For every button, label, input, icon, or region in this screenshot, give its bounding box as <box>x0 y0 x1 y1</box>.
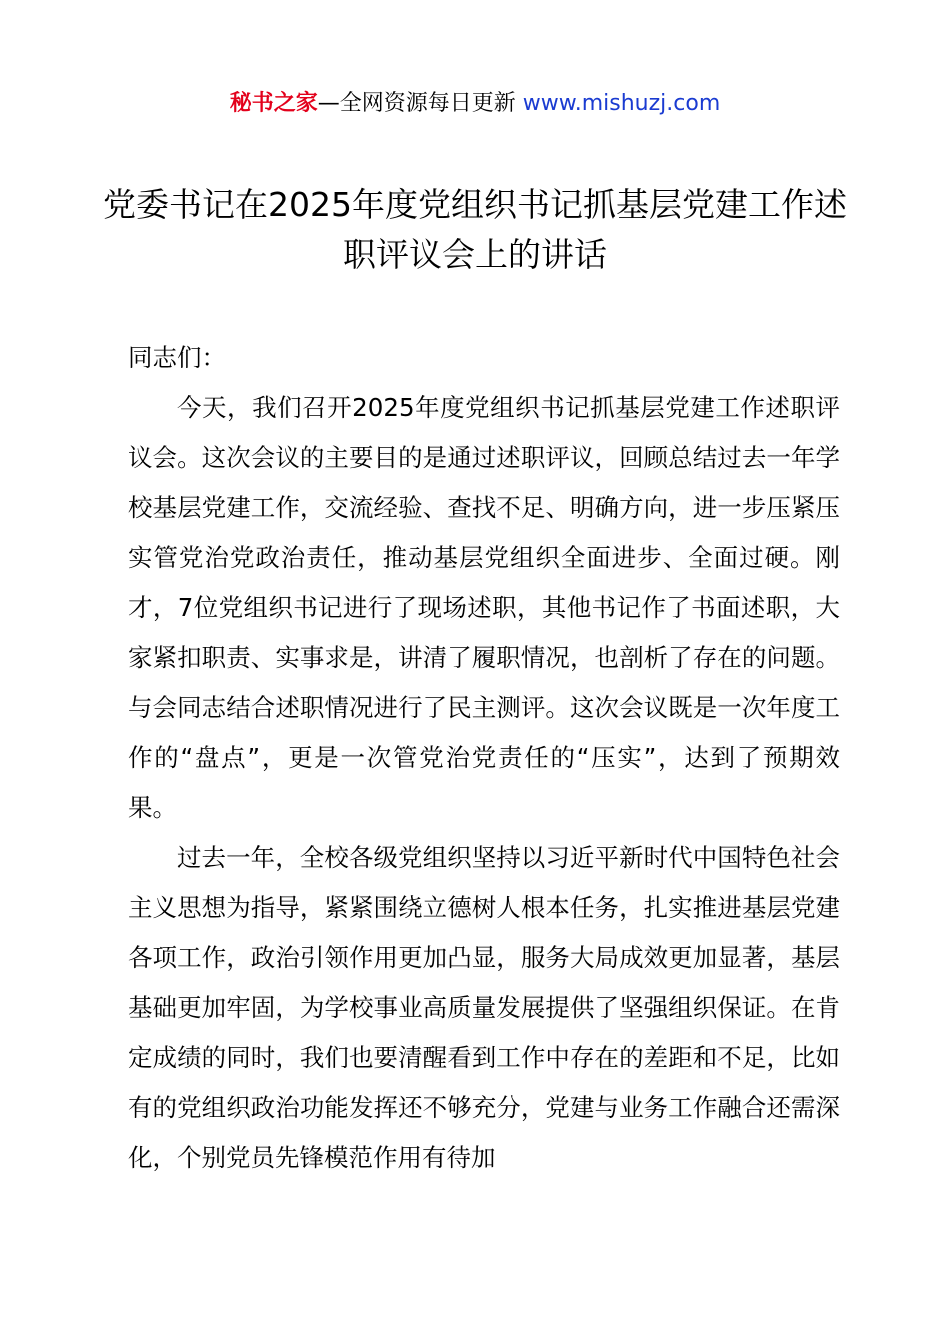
document-body <box>128 333 840 1183</box>
header-tagline: —全网资源每日更新 <box>317 91 523 116</box>
body-paragraph: 今天，我们召开2025年度党组织书记抓基层党建工作述职评议会。这次会议的主要目的是通过述职评议，回顾总结过去一年学校基层党建工作，交流经验、查找不足、明确方向，进一步压紧压实管党治党政治责任，推动基层党组织全面进步、全面过硬。刚才，7位党组织书记进行了现场述职，其他书记作了书面述职，大家紧扣职责、实事求是，讲清了履职情况，也剖析了存在的问题。与会同志结合述职情况进行了民主测评。这次会议既是一次年度工作的“盘点”，更是一次管党治党责任的“压实”，达到了预期效果。 <box>128 393 840 822</box>
brand-name: 秘书之家 <box>229 91 318 116</box>
site-url-link[interactable]: www.mishuzj.com <box>522 91 721 116</box>
body-paragraph: 过去一年，全校各级党组织坚持以习近平新时代中国特色社会主义思想为指导，紧紧围绕立德树人根本任务，扎实推进基层党建各项工作，政治引领作用更加凸显，服务大局成效更加显著，基层基础更加牢固，为学校事业高质量发展提供了坚强组织保证。在肯定成绩的同时，我们也要清醒看到工作中存在的差距和不足，比如有的党组织政治功能发挥还不够充分，党建与业务工作融合还需深化，个别党员先锋模范作用有待加 <box>128 843 840 1172</box>
site-header <box>0 88 950 120</box>
salutation: 同志们： <box>128 343 226 372</box>
document-title: 党委书记在2025年度党组织书记抓基层党建工作述职评议会上的讲话 <box>103 185 847 274</box>
